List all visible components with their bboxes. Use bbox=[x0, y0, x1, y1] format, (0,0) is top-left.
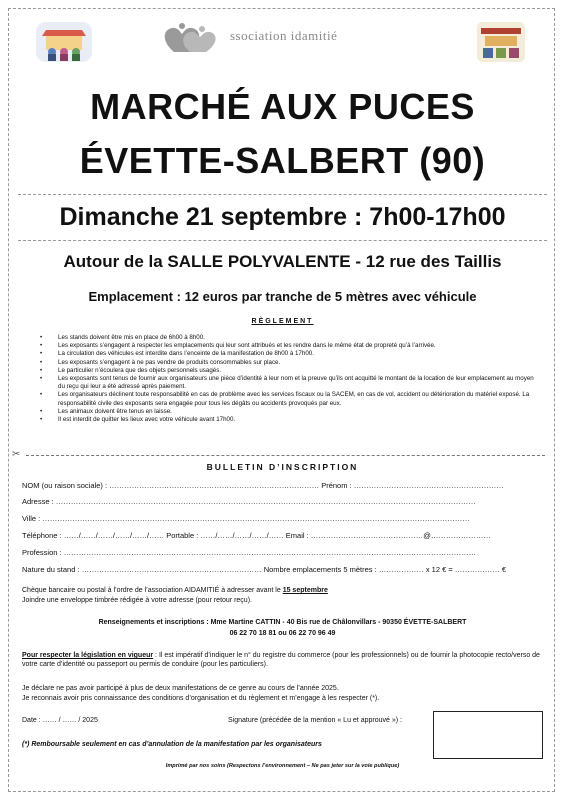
phone-field[interactable]: Téléphone : ……/……/……/……/……/…… Portable : ……/……/……/……/…… Email : ………………………………………@…………………… bbox=[22, 531, 491, 540]
divider bbox=[18, 240, 547, 241]
profession-field[interactable]: Profession : ………………………………………………………………………………………………………………………………………………… bbox=[22, 548, 477, 557]
legal-notice-text: : Il est impératif d’indiquer le n° du registre du commerce (pour les professionnels) ou de fournir la photocopie recto/verso de votre carte d’identité ou passeport ou permis de conduire (pour les particuliers). bbox=[22, 652, 540, 668]
rules-list bbox=[38, 334, 538, 424]
cheque-instructions bbox=[22, 586, 542, 595]
rule-item: • La circulation des véhicules est interdite dans l’enceinte de la manifestation de 8h00 à 17h00. bbox=[38, 350, 538, 358]
date-field[interactable]: Date : …… / …… / 2025 bbox=[22, 717, 98, 724]
pitch-price: Emplacement : 12 euros par tranche de 5 mètres avec véhicule bbox=[88, 289, 477, 304]
rule-item: • Les animaux doivent être tenus en laisse. bbox=[38, 408, 538, 416]
envelope-instructions: Joindre une enveloppe timbrée rédigée à votre adresse (pour retour reçu). bbox=[22, 597, 252, 604]
signature-box[interactable] bbox=[433, 711, 543, 759]
divider bbox=[18, 194, 547, 195]
scissors-icon: ✂ bbox=[12, 449, 21, 460]
cheque-text: Chèque bancaire ou postal à l’ordre de l’association AIDAMITIÉ à adresser avant le bbox=[22, 587, 283, 594]
hearts-icon bbox=[160, 22, 224, 56]
association-name: ssociation idamitié bbox=[230, 28, 338, 43]
rule-item: • Les stands doivent être mis en place de 6h00 à 8h00. bbox=[38, 334, 538, 342]
legal-notice bbox=[22, 651, 544, 669]
stand-field[interactable]: Nature du stand : ……………………………………………………………… Nombre emplacements 5 mètres : ……………… x 12 € = ……………… € bbox=[22, 565, 507, 574]
title-line-1: MARCHÉ AUX PUCES bbox=[90, 86, 475, 127]
event-location: Autour de la SALLE POLYVALENTE - 12 rue des Taillis bbox=[63, 252, 502, 271]
signature-label: Signature (précédée de la mention « Lu et approuvé ») : bbox=[228, 717, 402, 724]
rule-item: • Les exposants sont tenus de fournir aux organisateurs une pièce d’identité à leur nom et la preuve qu’ils ont acquitté le montant de la location de leur emplacement au moyen du reçu qui leur a été adressé après paiement. bbox=[38, 375, 538, 391]
title-line-2: ÉVETTE-SALBERT (90) bbox=[79, 140, 486, 181]
address-field[interactable]: Adresse : …………………………………………………………………………………………………………………………………………………… bbox=[22, 497, 476, 506]
name-field[interactable]: NOM (ou raison sociale) : ………………………………………………………………………… Prénom : …………………………………………………… bbox=[22, 481, 504, 490]
declaration-1: Je déclare ne pas avoir participé à plus de deux manifestations de ce genre au cours de l’année 2025. bbox=[22, 685, 339, 692]
legal-notice-heading: Pour respecter la législation en vigueur bbox=[22, 652, 154, 659]
rules-title: RÈGLEMENT bbox=[251, 318, 314, 325]
refund-note: (*) Remboursable seulement en cas d’annulation de la manifestation par les organisateurs bbox=[22, 741, 322, 748]
cut-line bbox=[26, 455, 545, 456]
contact-info: Renseignements et inscriptions : Mme Martine CATTIN - 40 Bis rue de Châlonvillars - 90350 ÉVETTE-SALBERT bbox=[98, 619, 467, 626]
form-title: BULLETIN D’INSCRIPTION bbox=[206, 462, 359, 472]
footer-note: Imprimé par nos soins (Respectons l’environnement – Ne pas jeter sur la voie publique) bbox=[165, 763, 400, 769]
contact-phones: 06 22 70 18 81 ou 06 22 70 96 49 bbox=[229, 630, 336, 637]
rule-item: • Il est interdit de quitter les lieux avec votre véhicule avant 17h00. bbox=[38, 416, 538, 424]
market-logo-left bbox=[36, 22, 92, 62]
rule-item: • Les organisateurs déclinent toute responsabilité en cas de problème avec les services fiscaux ou la SACEM, en cas de vol, accident ou détérioration du matériel exposé. La responsabilité civile des exposants sera engagée pour tous les dégâts ou accidents provoqués par eux. bbox=[38, 391, 538, 407]
association-logo bbox=[160, 22, 410, 56]
event-date: Dimanche 21 septembre : 7h00-17h00 bbox=[59, 203, 506, 231]
rule-item: • Le particulier n’écoulera que des objets personnels usagés. bbox=[38, 367, 538, 375]
rule-item: • Les exposants s’engagent à respecter les emplacements qui leur sont attribués et les rendre dans le même état de propreté qu’à l’arrivée. bbox=[38, 342, 538, 350]
city-field[interactable]: Ville : ……………………………………………………………………………………………………………………………………………………… bbox=[22, 514, 470, 523]
market-logo-right bbox=[477, 22, 525, 62]
declaration-2: Je reconnais avoir pris connaissance des conditions d’organisation et du règlement et m’engage à les respecter (*). bbox=[22, 695, 380, 702]
rule-item: • Les exposants s’engagent à ne pas vendre de produits consommables sur place. bbox=[38, 359, 538, 367]
deadline-date: 15 septembre bbox=[282, 587, 328, 594]
